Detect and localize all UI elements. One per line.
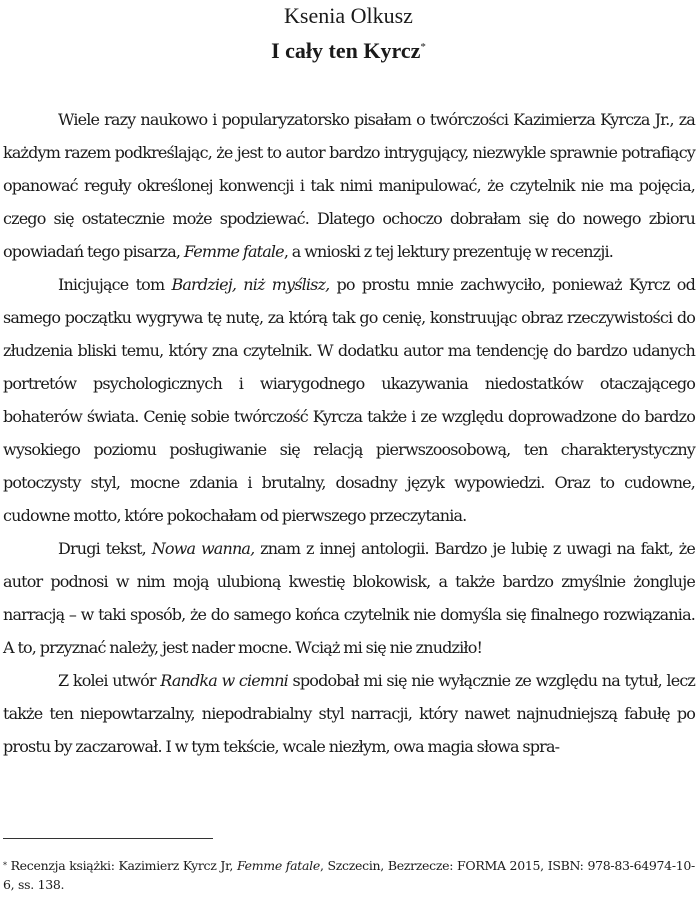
review-body xyxy=(3,103,695,763)
paragraph-1 xyxy=(3,103,695,268)
footnote-book-title: Femme fatale xyxy=(236,858,320,873)
footnote-marker: * xyxy=(420,41,426,53)
paragraph-text: , a wnioski z tej lektury prezentuję w recenzji. xyxy=(283,242,613,261)
paragraph-2 xyxy=(3,268,695,532)
footnote-text: , Szczecin, Bezrzecze: FORMA 2015, ISBN: 978-83-64974-10-6, ss. 138. xyxy=(3,858,695,892)
story-title-italic: Randka w ciemni xyxy=(160,671,288,690)
book-title-italic: Femme fatale xyxy=(183,242,284,261)
paragraph-text: po prostu mnie zachwyciło, ponieważ Kyrcz od samego początku wygrywa tę nutę, za którą tak go cenię, konstruując obraz rzeczywistości do złudzenia bliski temu, który zna czytelnik. W dodatku autor ma tendencję do bardzo udanych portretów psychologicznych i wiarygodnego ukazywania niedostatków otaczającego bohaterów świata. Cenię sobie twórczość Kyrcza także i ze względu doprowadzone do bardzo wysokiego poziomu posługiwanie się relacją pierwszoosobową, ten charakterystyczny potoczysty styl, mocne zdania i brutalny, dosadny język wypowiedzi. Oraz to cudowne, cudowne motto, które pokochałam od pierwszego przeczytania. xyxy=(3,275,695,525)
footnote xyxy=(3,856,695,894)
paragraph-3 xyxy=(3,532,695,664)
paragraph-text: Inicjujące tom xyxy=(58,275,172,294)
paragraph-text: Drugi tekst, xyxy=(58,539,152,558)
author-name: Ksenia Olkusz xyxy=(284,3,413,28)
review-title xyxy=(0,38,697,64)
paragraph-text: znam z innej antologii. Bardzo je lubię z uwagi na fakt, że autor podnosi w nim moją ulubioną kwestię blokowisk, a także bardzo zmyślnie żongluje narracją – w taki sposób, że do samego końca czytelnik nie domyśla się finalnego rozwiązania. A to, przyznać należy, jest nader mocne. Wciąż mi się nie znudziło! xyxy=(3,539,695,657)
footnote-mark: * xyxy=(3,861,7,870)
footnote-separator xyxy=(3,838,213,839)
paragraph-text: Z kolei utwór xyxy=(58,671,161,690)
paragraph-text: Wiele razy naukowo i popularyzatorsko pisałam o twórczości Kazimierza Kyrcza Jr., za każdym razem podkreślając, że jest to autor bardzo intrygujący, niezwykle sprawnie potrafiący opanować reguły określonej konwencji i tak nimi manipulować, że czytelnik nie ma pojęcia, czego się ostatecznie może spodziewać. Dlatego ochoczo dobrałam się do nowego zbioru opowiadań tego pisarza, xyxy=(3,110,695,261)
footnote-text: Recenzja książki: Kazimierz Kyrcz Jr, xyxy=(6,858,237,873)
story-title-italic: Nowa wanna, xyxy=(151,539,255,558)
story-title-italic: Bardziej, niż myślisz, xyxy=(171,275,330,294)
paragraph-4 xyxy=(3,664,695,763)
review-title-text: I cały ten Kyrcz xyxy=(271,38,421,63)
paragraph-text: spodobał mi się nie wyłącznie ze względu na tytuł, lecz także ten niepowtarzalny, niepodrabialny styl narracji, który nawet najnudniejszą fabułę po prostu by zaczarował. I w tym tekście, wcale niezłym, owa magia słowa spra- xyxy=(3,671,696,756)
